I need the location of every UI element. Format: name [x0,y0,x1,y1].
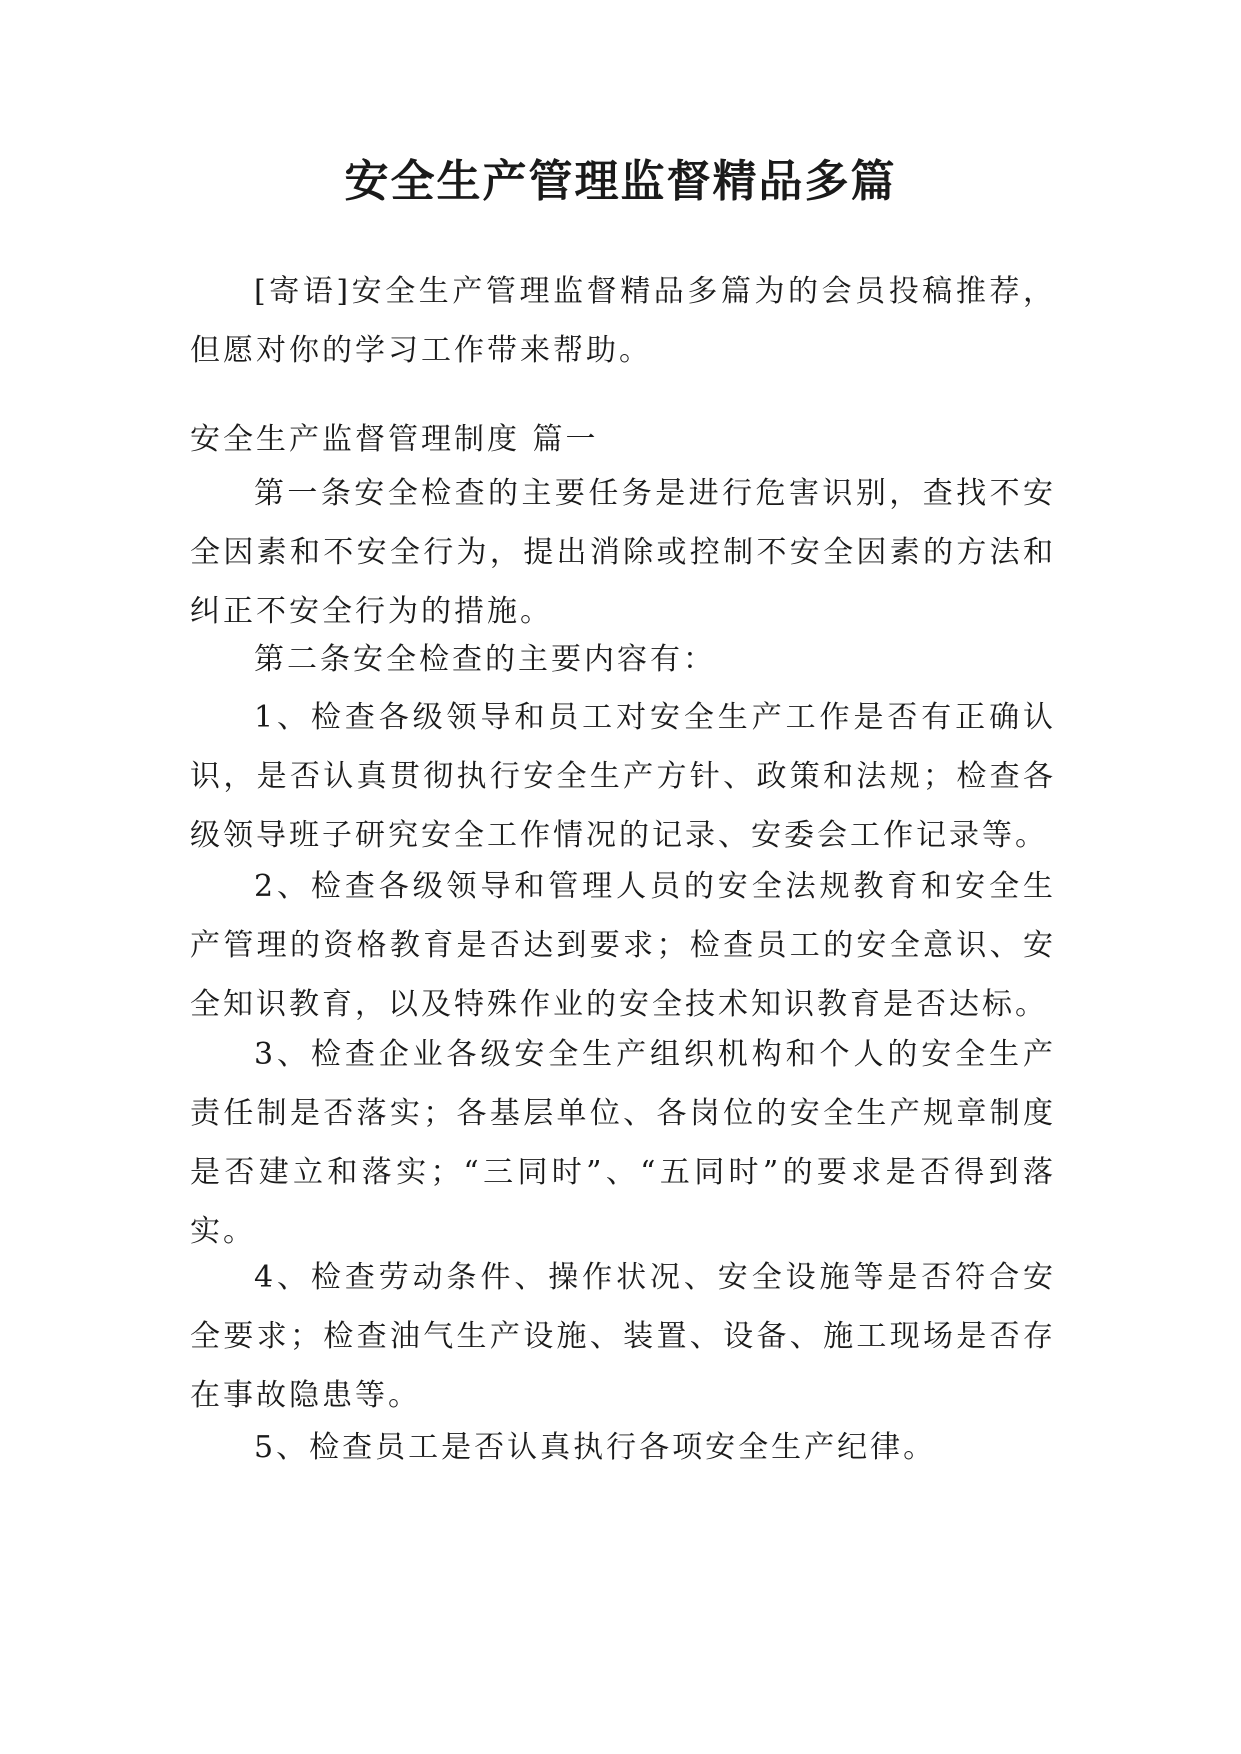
paragraph-article-1: 第一条安全检查的主要任务是进行危害识别，查找不安全因素和不安全行为，提出消除或控制不安全因素的方法和纠正不安全行为的措施。 [190,476,1056,629]
page-title: 安全生产管理监督精品多篇 [344,156,897,207]
paragraph-item-4: 4、检查劳动条件、操作状况、安全设施等是否符合安全要求；检查油气生产设施、装置、设备、施工现场是否存在事故隐患等。 [190,1260,1056,1413]
paragraph-article-2: 第二条安全检查的主要内容有： [254,642,716,677]
paragraph-item-3: 3、检查企业各级安全生产组织机构和个人的安全生产责任制是否落实；各基层单位、各岗位的安全生产规章制度是否建立和落实；“三同时”、“五同时”的要求是否得到落实。 [190,1037,1056,1249]
paragraph-item-5: 5、检查员工是否认真执行各项安全生产纪律。 [254,1430,937,1465]
section-heading: 安全生产监督管理制度 篇一 [190,422,599,457]
intro-paragraph: [寄语]安全生产管理监督精品多篇为的会员投稿推荐，但愿对你的学习工作带来帮助。 [190,274,1056,368]
paragraph-item-1: 1、检查各级领导和员工对安全生产工作是否有正确认识，是否认真贯彻执行安全生产方针、政策和法规；检查各级领导班子研究安全工作情况的记录、安委会工作记录等。 [190,700,1056,853]
paragraph-item-2: 2、检查各级领导和管理人员的安全法规教育和安全生产管理的资格教育是否达到要求；检查员工的安全意识、安全知识教育，以及特殊作业的安全技术知识教育是否达标。 [190,869,1056,1022]
